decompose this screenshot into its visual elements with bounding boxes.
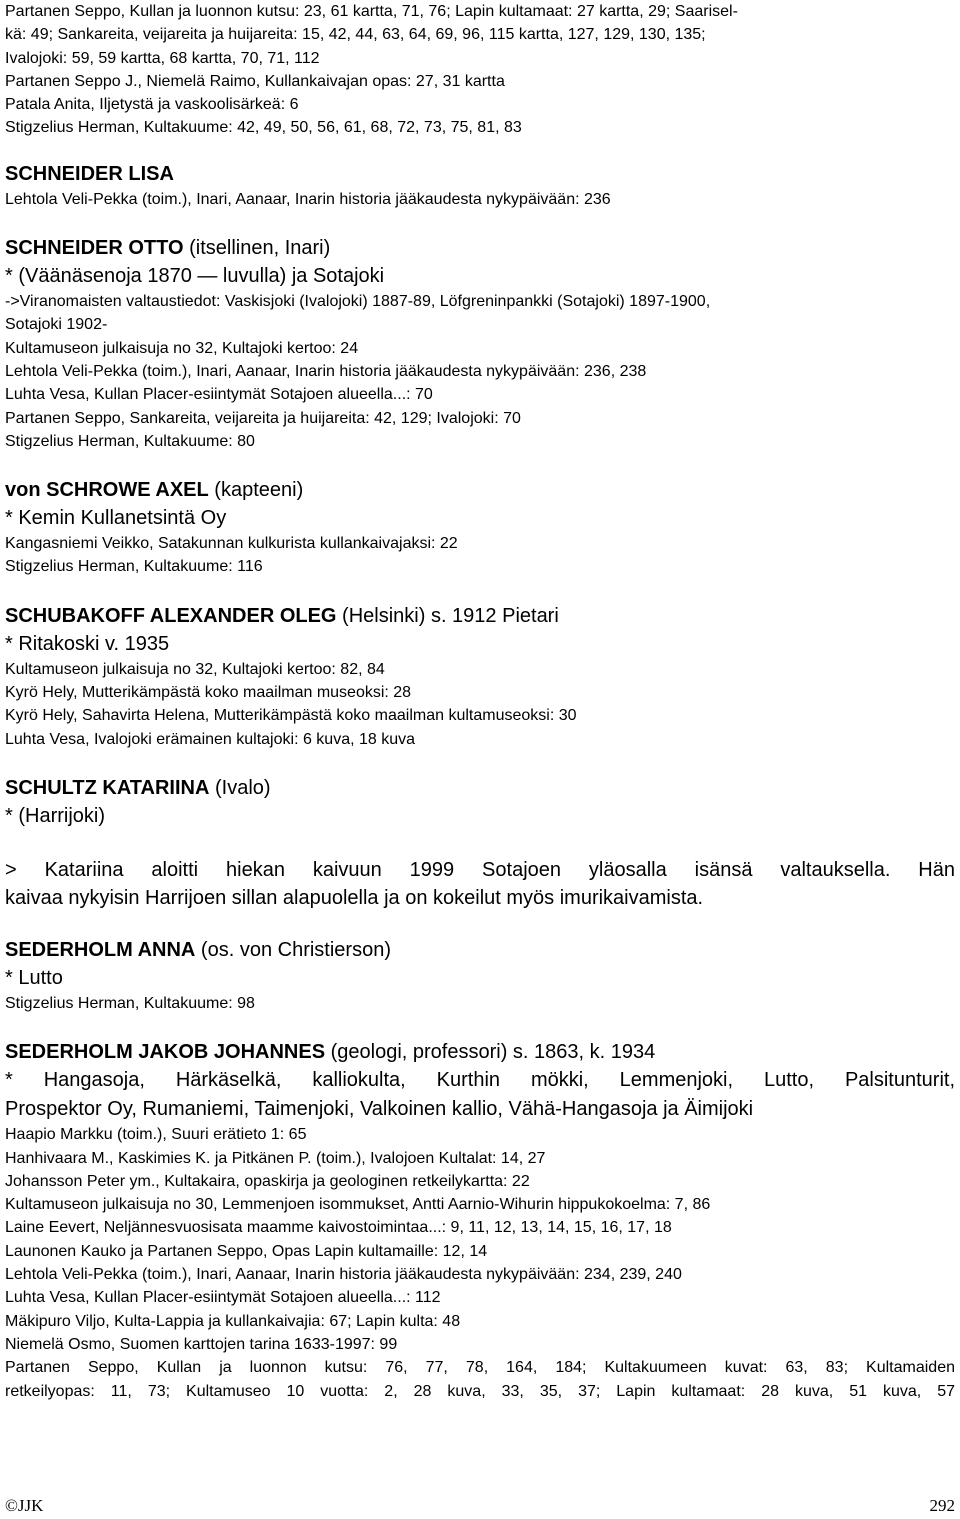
text-line: Ivalojoki: 59, 59 kartta, 68 kartta, 70, 71, 112 (5, 49, 320, 67)
reference-line: Kyrö Hely, Sahavirta Helena, Mutterikämpästä koko maailman kultamuseoksi: 30 (5, 707, 577, 725)
text-line: Partanen Seppo J., Niemelä Raimo, Kullankaivajan opas: 27, 31 kartta (5, 72, 505, 90)
entry-name: SCHNEIDER OTTO (5, 237, 184, 260)
text-line: kä: 49; Sankareita, veijareita ja huijareita: 15, 42, 44, 63, 64, 69, 96, 115 kartta, 127, 129, 130, 135; (5, 26, 706, 44)
reference-line: Stigzelius Herman, Kultakuume: 80 (5, 432, 255, 450)
page-footer (5, 1496, 955, 1516)
reference-line: Niemelä Osmo, Suomen karttojen tarina 1633-1997: 99 (5, 1335, 398, 1353)
entry-heading (5, 1038, 955, 1066)
reference-line: Partanen Seppo, Sankareita, veijareita ja huijareita: 42, 129; Ivalojoki: 70 (5, 409, 521, 427)
entry-place: * (Harrijoki) (5, 804, 105, 827)
reference-line: Kultamuseon julkaisuja no 32, Kultajoki kertoo: 82, 84 (5, 660, 385, 678)
entry-name: SEDERHOLM JAKOB JOHANNES (5, 1041, 326, 1064)
entry-heading (5, 476, 955, 504)
entry-heading (5, 774, 955, 802)
reference-line: Luhta Vesa, Kullan Placer-esiintymät Sotajoen alueella...: 112 (5, 1289, 441, 1307)
entry-heading (5, 936, 955, 964)
reference-line: Stigzelius Herman, Kultakuume: 116 (5, 558, 263, 576)
reference-line: Luhta Vesa, Ivalojoki erämainen kultajoki: 6 kuva, 18 kuva (5, 730, 416, 748)
copyright-mark: ©JJK (5, 1496, 44, 1515)
entry-name: SCHULTZ KATARIINA (5, 776, 210, 799)
reference-line: Kyrö Hely, Mutterikämpästä koko maailman museoksi: 28 (5, 684, 412, 702)
entry-note: (os. von Christierson) (195, 938, 391, 961)
reference-line: Lehtola Veli-Pekka (toim.), Inari, Aanaar, Inarin historia jääkaudesta nykypäivään: 234, 239, 240 (5, 1266, 682, 1284)
text-line: Partanen Seppo, Kullan ja luonnon kutsu: 23, 61 kartta, 71, 76; Lapin kultamaat: 27 kartta, 29; Saarisel- (5, 3, 738, 20)
reference-line: Launonen Kauko ja Partanen Seppo, Opas Lapin kultamaille: 12, 14 (5, 1242, 488, 1260)
claims-line: ->Viranomaisten valtaustiedot: Vaskisjoki (Ivalojoki) 1887-89, Löfgreninpankki (Sotajoki) 1897-1900, (5, 293, 711, 311)
reference-line: Hanhivaara M., Kaskimies K. ja Pitkänen P. (toim.), Ivalojoen Kultalat: 14, 27 (5, 1149, 546, 1167)
reference-line: Kangasniemi Veikko, Satakunnan kulkurista kullankaivajaksi: 22 (5, 535, 458, 553)
entry-heading (5, 602, 955, 630)
entry-note: (Ivalo) (209, 776, 271, 799)
entry-place: * Ritakoski v. 1935 (5, 632, 170, 655)
entry-heading: SCHNEIDER LISA (5, 162, 174, 185)
entry-place: * Lutto (5, 966, 63, 989)
document-page (5, 0, 955, 1403)
text-line: Stigzelius Herman, Kultakuume: 42, 49, 50, 56, 61, 68, 72, 73, 75, 81, 83 (5, 119, 522, 137)
reference-line: Laine Eevert, Neljännesvuosisata maamme kaivostoimintaa...: 9, 11, 12, 13, 14, 15, 16, 17, 18 (5, 1219, 672, 1237)
reference-line: Partanen Seppo, Kullan ja luonnon kutsu: 76, 77, 78, 164, 184; Kultakuumeen kuvat: 63, 83; Kultamaiden (5, 1359, 955, 1377)
entry-note: (geologi, professori) s. 1863, k. 1934 (325, 1041, 656, 1064)
reference-line: retkeilyopas: 11, 73; Kultamuseo 10 vuotta: 2, 28 kuva, 33, 35, 37; Lapin kultamaat: 28 kuva, 51 kuva, 57 (5, 1382, 955, 1400)
reference-line: Mäkipuro Viljo, Kulta-Lappia ja kullankaivajia: 67; Lapin kulta: 48 (5, 1312, 461, 1330)
entry-name: SEDERHOLM ANNA (5, 938, 196, 961)
entry-place: * (Väänäsenoja 1870 — luvulla) ja Sotajoki (5, 265, 385, 288)
entry-name: SCHUBAKOFF ALEXANDER OLEG (5, 604, 337, 627)
reference-line: Lehtola Veli-Pekka (toim.), Inari, Aanaar, Inarin historia jääkaudesta nykypäivään: 236 (5, 190, 611, 208)
entry-note: (itsellinen, Inari) (183, 237, 331, 260)
reference-line: Kultamuseon julkaisuja no 30, Lemmenjoen isommukset, Antti Aarnio-Wihurin hippukokoelma: 7, 86 (5, 1196, 711, 1214)
page-number: 292 (929, 1496, 955, 1515)
entry-prefix: von (5, 479, 47, 502)
description-line: kaivaa nykyisin Harrijoen sillan alapuolella ja on kokeilut myös imurikaivamista. (5, 887, 704, 910)
text-line: Patala Anita, Iljetystä ja vaskoolisärkeä: 6 (5, 96, 299, 114)
reference-line: Johansson Peter ym., Kultakaira, opaskirja ja geologinen retkeilykartta: 22 (5, 1172, 530, 1190)
entry-place: * Kemin Kullanetsintä Oy (5, 507, 227, 530)
reference-line: Lehtola Veli-Pekka (toim.), Inari, Aanaar, Inarin historia jääkaudesta nykypäivään: 236, 238 (5, 362, 647, 380)
reference-line: Kultamuseon julkaisuja no 32, Kultajoki kertoo: 24 (5, 339, 359, 357)
entry-note: (kapteeni) (208, 479, 304, 502)
place-list (5, 1066, 955, 1123)
description-line: > Katariina aloitti hiekan kaivuun 1999 Sotajoen yläosalla isänsä valtauksella. Hän (5, 858, 955, 881)
claims-line: Sotajoki 1902- (5, 316, 108, 334)
entry-note: (Helsinki) s. 1912 Pietari (336, 604, 559, 627)
reference-line: Stigzelius Herman, Kultakuume: 98 (5, 994, 255, 1012)
reference-line: Luhta Vesa, Kullan Placer-esiintymät Sotajoen alueella...: 70 (5, 386, 433, 404)
entry-heading (5, 234, 955, 262)
entry-name: SCHROWE AXEL (46, 479, 209, 502)
reference-line: Haapio Markku (toim.), Suuri erätieto 1: 65 (5, 1126, 307, 1144)
description-paragraph (5, 856, 955, 913)
place-line: Prospektor Oy, Rumaniemi, Taimenjoki, Valkoinen kallio, Vähä-Hangasoja ja Äimijoki (5, 1097, 754, 1120)
place-line: * Hangasoja, Härkäselkä, kalliokulta, Kurthin mökki, Lemmenjoki, Lutto, Palsitunturit, (5, 1069, 955, 1092)
